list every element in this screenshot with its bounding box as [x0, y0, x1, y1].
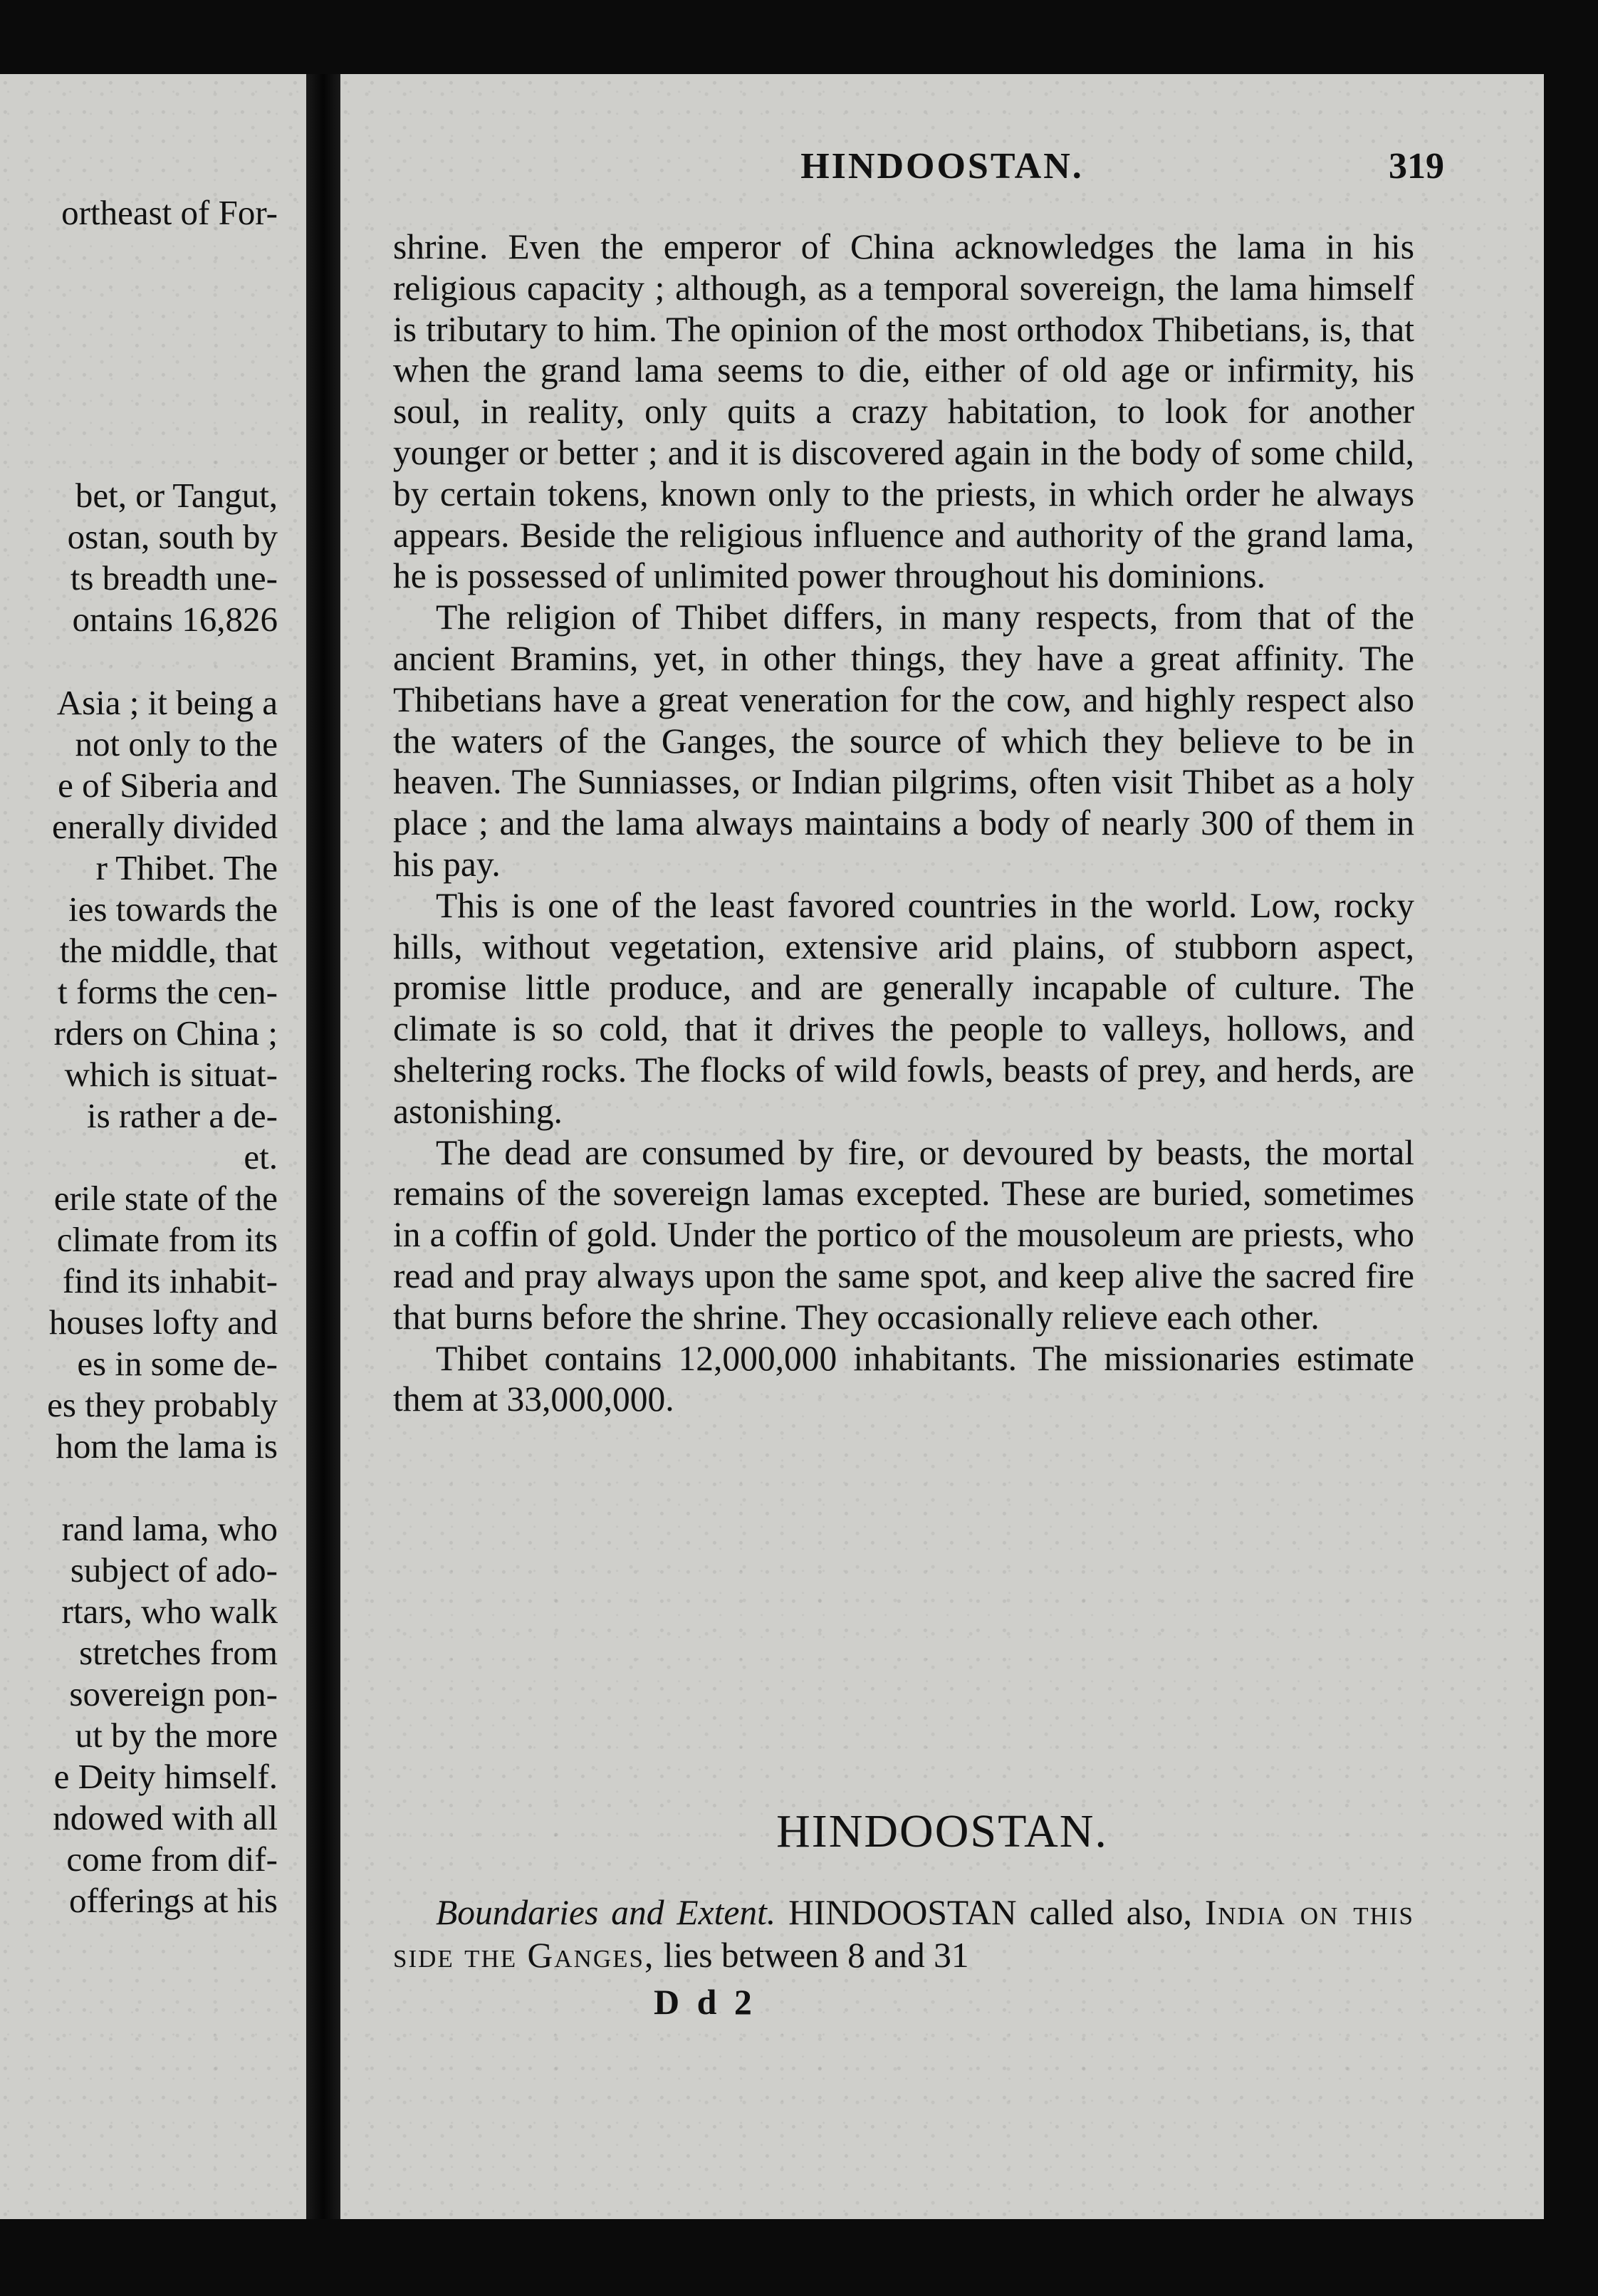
- left-page-line: hom the lama is: [56, 1426, 278, 1466]
- left-page-line: e Deity himself.: [53, 1757, 278, 1796]
- right-page: [340, 74, 1544, 2219]
- left-page-line: es in some de-: [77, 1344, 278, 1383]
- left-page-line: enerally divided: [51, 807, 278, 846]
- left-page-line: Asia ; it being a: [56, 683, 278, 722]
- left-page-line: ut by the more: [75, 1716, 278, 1755]
- left-page-line: e of Siberia and: [58, 766, 278, 805]
- running-title: HINDOOSTAN.: [800, 146, 1084, 187]
- section-text-part2: lies between 8 and 31: [663, 1936, 969, 1975]
- left-page-line: houses lofty and: [48, 1303, 278, 1342]
- paragraph: Thibet contains 12,000,000 inhabitants. The missionaries estimate them at 33,000,000.: [393, 1338, 1414, 1419]
- left-page-line: ndowed with all: [53, 1798, 278, 1837]
- left-page-line: bet, or Tangut,: [75, 476, 278, 515]
- paragraph: The religion of Thibet differs, in many respects, from that of the ancient Bramins, yet, in other things, they have a great affinity. The Thibetians have a great veneration for the cow, and highly respect also the waters of the Ganges, the source of which they believe to be in heaven. The Sunniasses, or Indian pilgrims, often visit Thibet as a holy place ; and the lama always maintains a body of nearly 300 of them in his pay.: [393, 598, 1414, 884]
- paragraph: This is one of the least favored countries in the world. Low, rocky hills, without vegetation, extensive arid plains, of stubborn aspect, promise little produce, and are generally incapable of culture. The climate is so cold, that it drives the people to valleys, hollows, and sheltering rocks. The flocks of wild fowls, beasts of prey, and herds, are astonishing.: [393, 885, 1414, 1131]
- left-page-line: sovereign pon-: [69, 1674, 278, 1713]
- paragraph: shrine. Even the emperor of China acknowledges the lama in his religious capacity ; although, as a temporal sovereign, the lama himself is tributary to him. The opinion of the most orthodox Thibetians, is, that when the grand lama seems to die, either of old age or infirmity, his soul, in reality, only quits a crazy habitation, to look for another younger or better ; and it is discovered again in the body of some child, by certain tokens, known only to the priests, in which order he always appears. Beside the religious influence and authority of the grand lama, he is possessed of unlimited power throughout his dominions.: [393, 227, 1414, 596]
- left-page-line: find its inhabit-: [62, 1261, 278, 1300]
- page-number: 319: [1389, 146, 1444, 187]
- paragraph: The dead are consumed by fire, or devoured by beasts, the mortal remains of the sovereign lamas excepted. These are buried, sometimes in a coffin of gold. Under the portico of the mousoleum are priests, who read and pray always upon the same spot, and keep alive the sacred fire that burns before the shrine. They occasionally relieve each other.: [393, 1132, 1414, 1337]
- section-heading: HINDOOSTAN.: [776, 1805, 1108, 1857]
- left-page-line: not only to the: [75, 724, 278, 763]
- left-page-line: ts breadth une-: [70, 558, 278, 598]
- left-page-line: rders on China ;: [53, 1013, 278, 1053]
- left-page-line: rand lama, who: [61, 1509, 278, 1548]
- section-text: [393, 1891, 1414, 1977]
- left-page-line: ortheast of For-: [61, 193, 278, 232]
- left-page-line: erile state of the: [53, 1179, 278, 1218]
- left-page-line: stretches from: [79, 1633, 278, 1672]
- signature-mark: D d 2: [654, 1982, 756, 2022]
- left-page-line: is rather a de-: [87, 1096, 278, 1135]
- left-page-line: et.: [244, 1137, 278, 1176]
- left-page-line: which is situat-: [64, 1055, 278, 1094]
- section-label: Boundaries and Extent.: [436, 1893, 776, 1932]
- left-page-line: t forms the cen-: [58, 972, 278, 1011]
- page-header: [340, 145, 1544, 202]
- left-page-line: come from dif-: [66, 1840, 278, 1879]
- section-text-part1: HINDOOSTAN called also,: [788, 1893, 1192, 1932]
- left-page-line: subject of ado-: [70, 1550, 278, 1590]
- book-gutter: [306, 74, 340, 2219]
- left-page-line: ostan, south by: [67, 517, 278, 556]
- left-page-line: ies towards the: [68, 889, 278, 929]
- left-page-line: r Thibet. The: [95, 848, 278, 887]
- section-text-smallcaps: India on this side the Ganges,: [393, 1893, 1415, 1975]
- left-page-line: rtars, who walk: [61, 1592, 278, 1631]
- left-page-line: the middle, that: [59, 931, 278, 970]
- left-page-line: ontains 16,826: [72, 600, 278, 639]
- left-page-line: es they probably: [47, 1385, 278, 1424]
- left-page: [0, 74, 306, 2219]
- left-page-line: climate from its: [56, 1220, 278, 1259]
- left-page-line: offerings at his: [68, 1881, 278, 1920]
- body-text: [393, 226, 1414, 1420]
